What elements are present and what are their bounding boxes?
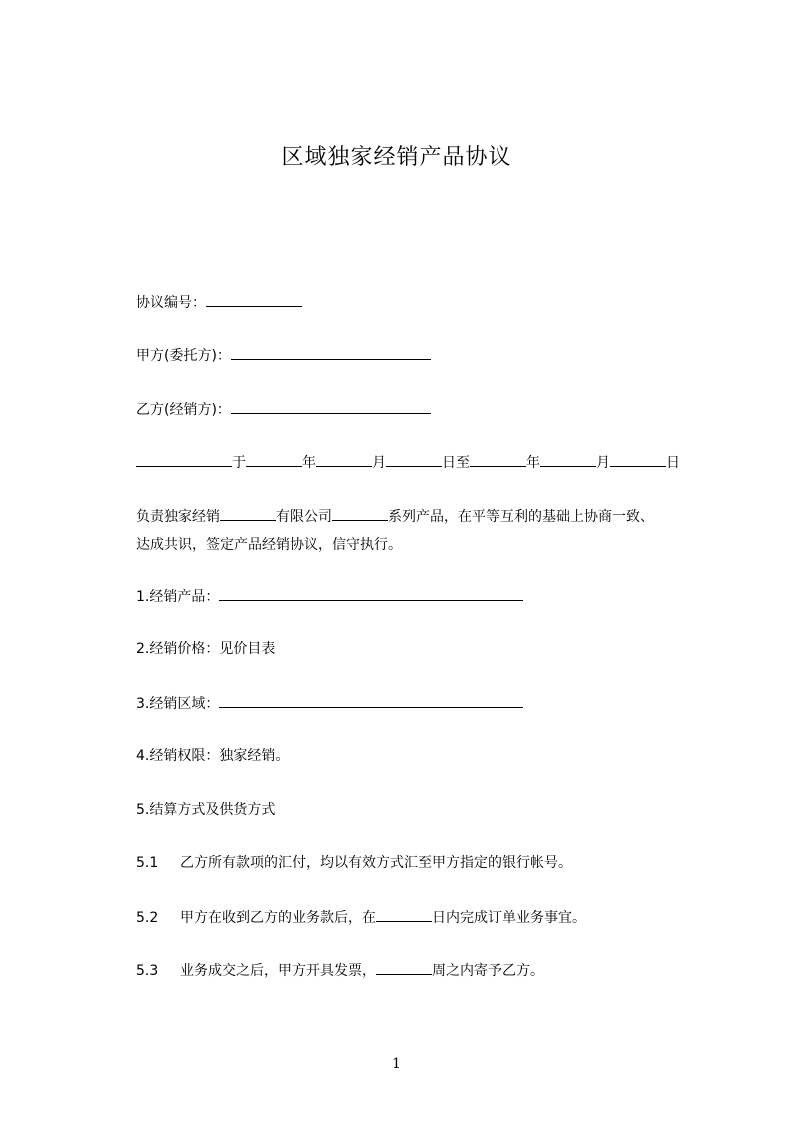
party-b-line — [136, 399, 431, 420]
clause-5-2-part-2: 日内完成订单业务事宜。 — [432, 910, 586, 926]
clause-5-3-no: 5.3 — [136, 963, 159, 979]
date-line — [136, 452, 680, 473]
date-ri: 日 — [666, 455, 680, 471]
date-ri-zhi: 日至 — [442, 455, 470, 471]
agreement-no-blank — [206, 292, 302, 307]
date-yu: 于 — [232, 455, 246, 471]
party-a-blank — [231, 345, 431, 360]
intro-line-2: 达成共识，签定产品经销协议，信守执行。 — [136, 537, 402, 553]
end-month-blank — [540, 452, 596, 467]
party-a-label: 甲方(委托方)： — [136, 348, 231, 364]
clause-5-2-part-1: 甲方在收到乙方的业务款后，在 — [180, 910, 376, 926]
clause-5-2-days-blank — [376, 907, 432, 922]
start-year-blank — [246, 452, 302, 467]
intro-part-3: 系列产品，在平等互利的基础上协商一致、 — [388, 509, 654, 525]
item-authority: 4.经销权限：独家经销。 — [136, 748, 290, 764]
item-product-line — [136, 586, 523, 607]
agreement-no-line — [136, 292, 302, 313]
date-yue-1: 月 — [372, 455, 386, 471]
clause-5-3 — [136, 960, 544, 981]
clause-5-1-text: 乙方所有款项的汇付，均以有效方式汇至甲方指定的银行帐号。 — [180, 855, 572, 871]
intro-line-1 — [136, 506, 654, 527]
party-a-line — [136, 345, 431, 366]
item-region-label: 3.经销区域： — [136, 696, 220, 712]
date-party-blank — [136, 452, 232, 467]
product-blank — [219, 586, 523, 601]
date-yue-2: 月 — [596, 455, 610, 471]
clause-5-3-weeks-blank — [376, 960, 432, 975]
page-number: 1 — [392, 1056, 401, 1072]
region-blank — [219, 693, 523, 708]
date-nian-1: 年 — [302, 455, 316, 471]
agreement-no-label: 协议编号： — [136, 295, 206, 311]
intro-part-1: 负责独家经销 — [136, 509, 220, 525]
item-product-label: 1.经销产品： — [136, 589, 220, 605]
item-price: 2.经销价格：见价目表 — [136, 641, 276, 657]
party-b-label: 乙方(经销方)： — [136, 402, 231, 418]
item-settlement: 5.结算方式及供货方式 — [136, 802, 276, 818]
clause-5-2 — [136, 907, 586, 928]
intro-company-blank — [220, 506, 276, 521]
clause-5-3-part-1: 业务成交之后，甲方开具发票， — [180, 963, 376, 979]
intro-part-2: 有限公司 — [276, 509, 332, 525]
end-day-blank — [610, 452, 666, 467]
end-year-blank — [470, 452, 526, 467]
party-b-blank — [231, 399, 431, 414]
clause-5-3-part-2: 周之内寄予乙方。 — [432, 963, 544, 979]
clause-5-1-no: 5.1 — [136, 855, 159, 871]
start-month-blank — [316, 452, 372, 467]
intro-series-blank — [332, 506, 388, 521]
start-day-blank — [386, 452, 442, 467]
document-title: 区域独家经销产品协议 — [281, 145, 512, 170]
clause-5-1 — [136, 853, 572, 873]
clause-5-2-no: 5.2 — [136, 910, 159, 926]
item-region-line — [136, 693, 523, 714]
date-nian-2: 年 — [526, 455, 540, 471]
